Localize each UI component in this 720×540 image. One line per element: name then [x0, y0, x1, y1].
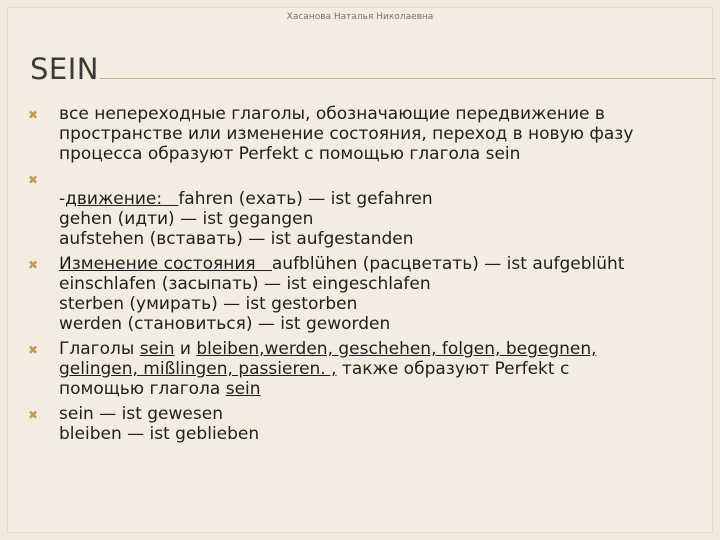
bullet-list [28, 104, 698, 444]
bullet-2-line-1 [59, 189, 698, 209]
dash-prefix: - [59, 189, 66, 209]
bullet-x-icon: ✖ [28, 408, 39, 422]
verb-list-2: gelingen, mißlingen, passieren. , [59, 359, 337, 379]
bullet-3-line-4: werden (становиться) — ist geworden [59, 314, 391, 334]
bullet-4-line-3: помощью глагола sein [59, 379, 261, 399]
slide-title: SEIN [30, 52, 99, 86]
bullet-5-line-2: bleiben — ist geblieben [59, 424, 260, 444]
bullet-3-line-2: einschlafen (засыпать) — ist eingeschlafen [59, 274, 431, 294]
bullet-x-icon: ✖ [28, 108, 39, 122]
state-change-example-1: aufblühen (расцветать) — ist aufgeblüht [271, 254, 625, 274]
bullet-3-line-3: sterben (умирать) — ist gestorben [59, 294, 358, 314]
bullet-x-icon: ✖ [28, 343, 39, 357]
verb-list-1: bleiben,werden, geschehen, folgen, begegnen, [196, 339, 597, 359]
movement-label: движение: [65, 189, 163, 209]
bullet-2-line-2: gehen (идти) — ist gegangen [59, 209, 314, 229]
bullet-item-2 [28, 169, 698, 249]
bullet-x-icon: ✖ [28, 173, 39, 187]
bullet-1-line-2: пространстве или изменение состояния, переход в новую фазу [59, 124, 634, 144]
bullet-4-line-1: Глаголы sein и bleiben,werden, geschehen, folgen, begegnen, [59, 339, 597, 359]
bullet-item-4 [28, 339, 698, 399]
bullet-item-1 [28, 104, 698, 164]
bullet-2-line-0 [59, 169, 698, 189]
bullet-1-line-1: все непереходные глаголы, обозначающие передвижение в [59, 104, 605, 124]
bullet-5-line-1: sein — ist gewesen [59, 404, 223, 424]
state-change-label: Изменение состояния [59, 254, 256, 274]
bullet-1-line-3: процесса образуют Perfekt с помощью глагола sein [59, 144, 521, 164]
bullet-4-line-2: gelingen, mißlingen, passieren. , также образуют Perfekt с [59, 359, 570, 379]
bullet-item-5 [28, 404, 698, 444]
bullet-2-line-3: aufstehen (вставать) — ist aufgestanden [59, 229, 414, 249]
bullet-x-icon: ✖ [28, 258, 39, 272]
movement-example-1: fahren (ехать) — ist gefahren [178, 189, 433, 209]
bullet-3-line-1 [59, 254, 698, 274]
slide-author: Хасанова Наталья Николаевна [286, 12, 434, 22]
bullet-item-3 [28, 254, 698, 334]
title-divider [100, 78, 716, 79]
verb-sein: sein [139, 339, 175, 359]
verb-sein-2: sein [225, 379, 261, 399]
